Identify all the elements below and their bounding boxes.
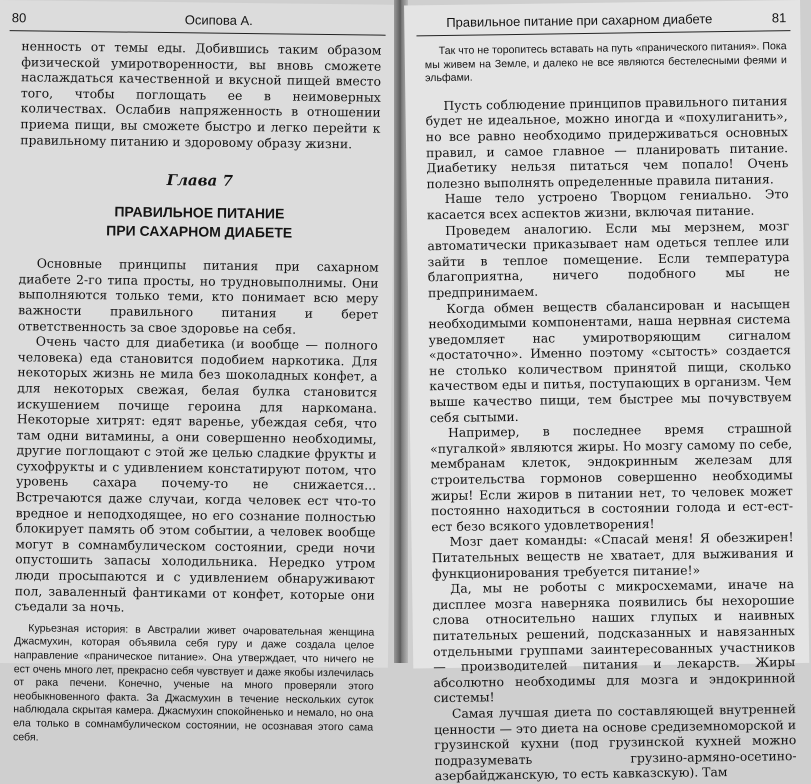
body-paragraph: Например, в последнее время страшной «пугалкой» являются жиры. Но мозгу самому по себе, мембранам клеток, эндокринным железам для строительства гормонов совершенно необходимы жиры! Если жиров в питании нет, то человек может постоянно находиться в состоянии голода и ест-ест-ест безо всякого удовлетворения! (430, 420, 794, 535)
body-paragraph: Пусть соблюдение принципов правильного питания будет не идеальное, можно иногда и «похулиганить», но все равно необходимо придерживаться основных правил, и самое главное — планировать питание. Диабетику нельзя питаться чем попало! Очень полезно выполнять определенные правила питания. (425, 92, 789, 191)
chapter-title-line2: ПРИ САХАРНОМ ДИАБЕТЕ (106, 222, 293, 241)
chapter-title-line1: ПРАВИЛЬНОЕ ПИТАНИЕ (114, 203, 285, 222)
body-paragraph: Мозг дает команды: «Спасай меня! Я обезжирен! Питательных веществ не хватает, для выживания и функционирования требуется питание!» (431, 529, 794, 581)
body-paragraph: Очень часто для диабетика (и вообще — полного человека) еда становится подобием наркотика. Для некоторых жизнь не мила без шоколадных конфет, а для некоторых свежая, белая булка становится искушением почище героина для наркомана. Некоторые хитрят: едят варенье, убеждая себя, что там одни витамины, а они совершенно необходимы, другие поглощают с этой же целью сладкие фрукты и сухофрукты и с удивлением констатируют потом, что уровень сахара почему-то не снижается... Встречаются даже случаи, когда человек ест что-то вредное и неподходящее, но его сознание полностью блокирует память об этом событии, а человек вообще могут в сомнамбулическом состоянии, среди ночи опустошить запасы холодильника. Нередко утром люди просыпаются и с удивлением обнаруживают пол, заваленный фантиками от конфет, которые они съедали за ночь. (14, 333, 378, 615)
running-head-right (416, 8, 790, 36)
lead-paragraph: ненность от темы еды. Добившись таким образом физической умиротворенности, вы вновь сможете наслаждаться качественной и вкусной пищей вместо того, чтобы поглощать ее в неимоверных количествах. Ослабив напряженность в отношении приема пищи, вы сможете быстро и легко перейти к правильному питанию и здоровому образу жизни. (20, 38, 382, 151)
epigraph-note: Так что не торопитесь вставать на путь «пранического питания». Пока мы живем на Земле, и далеко не все являются бестелесными феями и эльфами. (424, 40, 787, 85)
chapter-title (19, 201, 379, 243)
body-paragraph: Когда обмен веществ сбалансирован и насыщен необходимыми компонентами, наша нервная система уведомляет нас умиротворяющим сигналом «достаточно». Именно поэтому «сытость» создается не столько количеством принятой пищи, сколько качеством еды и питья, поступающих в организм. Чем выше качество пищи, тем быстрее мы почувствуем себя сытыми. (428, 295, 792, 425)
body-paragraph: Самая лучшая диета по составляющей внутренней ценности — это диета на основе средиземноморской и грузинской кухни (под грузинской кухней можно подразумевать грузино-армяно-осетино-азербайджанскую, то есть кавказскую). Там (434, 701, 797, 784)
running-head-chapter: Правильное питание при сахарном диабете (446, 11, 713, 30)
body-paragraph: Проведем аналогию. Если мы мерзнем, мозг автоматически приказывает нам одеться теплее или зайти в теплое помещение. Если температура благоприятна, ничего подобного мы не предпринимаем. (427, 217, 790, 301)
small-print-note: Курьезная история: в Австралии живет очаровательная женщина Джасмухин, которая объявила себя гуру и даже создала целое направление «праническое питание». Она утверждает, что ничего не ест очень много лет, прекрасно себя чувствует и даже якобы излечилась от рака печени. Конечно, ученые на много проверяли этого необыкновенного факта. За Джасмухин в течение нескольких суток наблюдала скрытая камера. Джасмухин спокойненько и немало, но она ела только в сомнамбулическом состоянии, не осознавая этого сама себя. (12, 622, 375, 744)
body-paragraph: Основные принципы питания при сахарном диабете 2-го типа просты, но трудновыполнимы. Они выполняются только теми, кто понимает всю меру важности правильного питания и берет ответственность за свое здоровье на себя. (17, 255, 379, 337)
body-paragraph: Да, мы не роботы с микросхемами, иначе на дисплее мозга наверняка появились бы нехорошие слова относительно наших глупых и наивных питательных решений, подсказанных и навязанных отдельными группами заинтересованных участников — производителей питания и лекарств. Жиры абсолютно необходимы для мозга и эндокринной системы! (432, 576, 796, 706)
page-number-left: 80 (11, 10, 27, 26)
chapter-label: Глава 7 (166, 171, 234, 191)
running-head-author: Осипова А. (184, 12, 253, 29)
left-page (0, 0, 396, 744)
body-paragraph: Наше тело устроено Творцом гениально. Это касается всех аспектов жизни, включая питание. (426, 186, 789, 223)
running-head-left (10, 8, 386, 36)
right-page (404, 0, 809, 784)
page-number-right: 81 (771, 10, 787, 26)
